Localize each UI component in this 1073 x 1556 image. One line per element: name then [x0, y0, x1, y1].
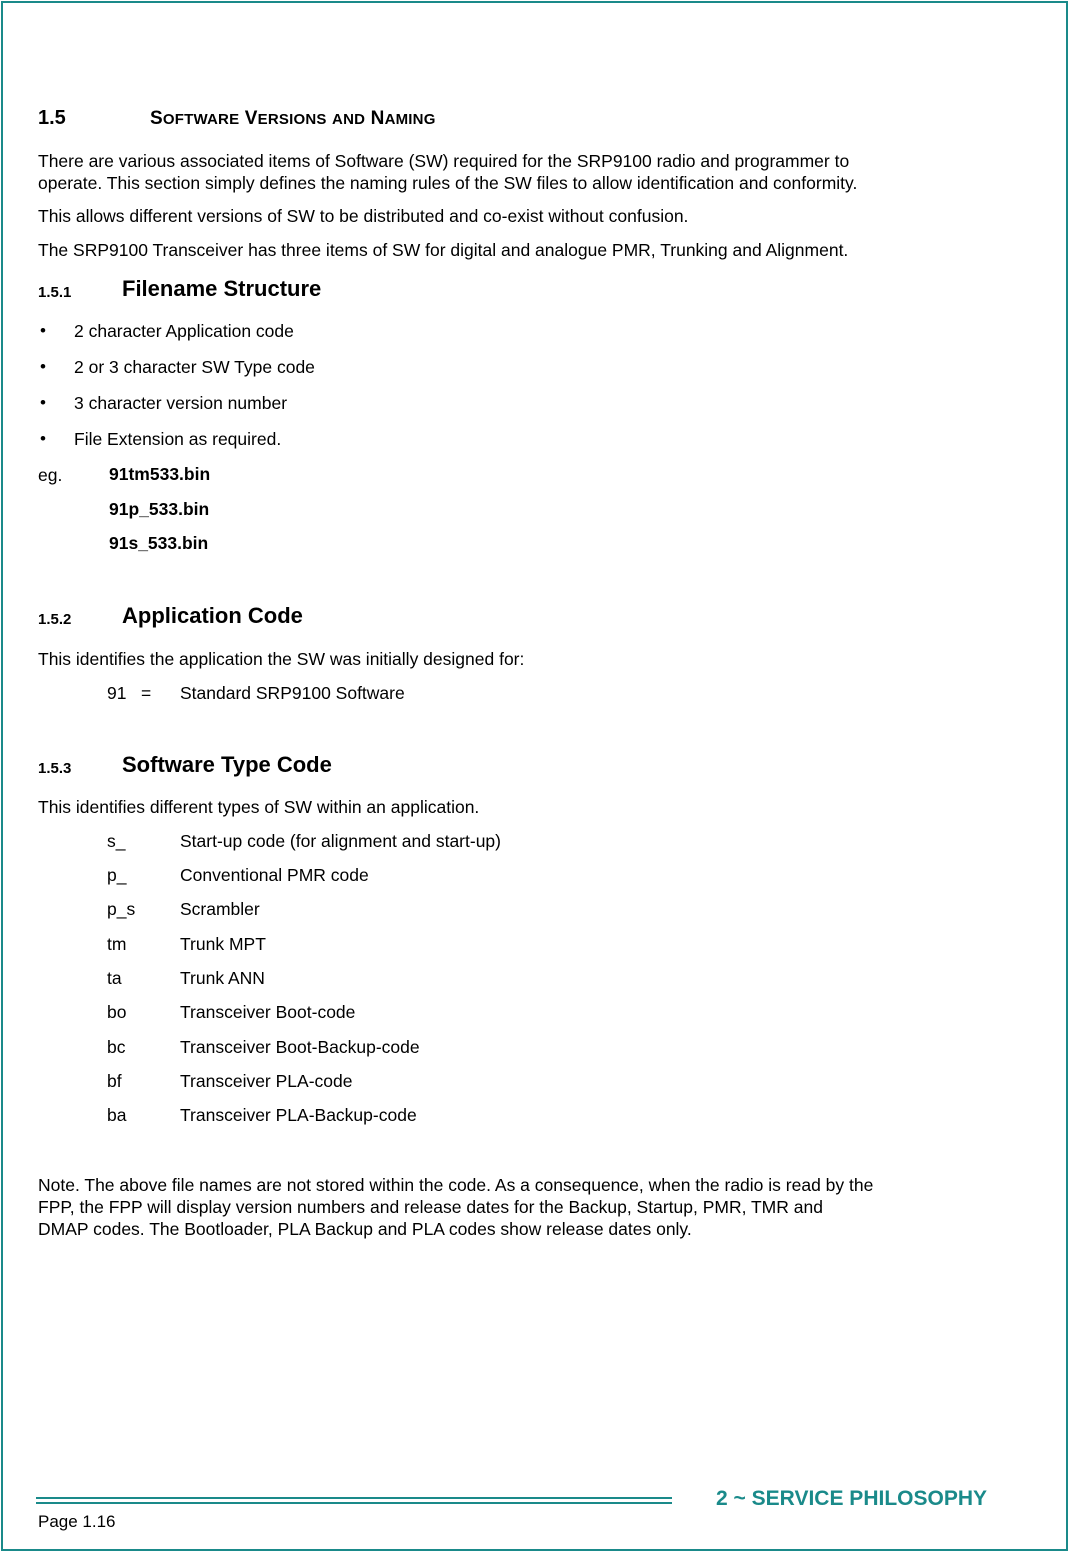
list-item: File Extension as required.	[74, 429, 282, 449]
footer-rule-top	[36, 1497, 672, 1499]
type-code: bc	[107, 1037, 126, 1057]
type-code: bo	[107, 1002, 127, 1022]
bullet-icon: •	[40, 429, 46, 448]
type-code: p_	[107, 865, 127, 885]
intro-paragraph-line-1: There are various associated items of Software (SW) required for the SRP9100 radio and programmer to	[38, 151, 850, 171]
intro-paragraph-3: This allows different versions of SW to be distributed and co-exist without confusion.	[38, 206, 689, 226]
type-code: p_s	[107, 899, 136, 919]
page-number: Page 1.16	[38, 1512, 116, 1531]
type-description: Scrambler	[180, 899, 260, 919]
subsection-title-application-code: Application Code	[122, 603, 303, 628]
title-part-1: SOFTWARE	[150, 108, 240, 129]
application-code-equals: =	[141, 683, 152, 703]
title-part-4: NAMING	[370, 108, 436, 129]
bullet-icon: •	[40, 393, 46, 412]
subsection-number-3: 1.5.3	[38, 760, 72, 777]
example-filename: 91tm533.bin	[109, 464, 211, 484]
bullet-icon: •	[40, 357, 46, 376]
type-description: Conventional PMR code	[180, 865, 369, 885]
list-item: 2 character Application code	[74, 321, 294, 341]
type-description: Trunk MPT	[180, 934, 266, 954]
bullet-icon: •	[40, 321, 46, 340]
section-title	[150, 108, 436, 130]
type-code: s_	[107, 831, 126, 851]
subsection-number-1: 1.5.1	[38, 284, 72, 301]
subsection-title-filename-structure: Filename Structure	[122, 276, 322, 301]
title-part-2: VERSIONS	[244, 108, 327, 129]
subsection-number-2: 1.5.2	[38, 611, 72, 628]
note-line-1: Note. The above file names are not stored within the code. As a consequence, when the radio is read by the	[38, 1175, 874, 1195]
type-code: tm	[107, 934, 127, 954]
intro-paragraph-4: The SRP9100 Transceiver has three items of SW for digital and analogue PMR, Trunking and Alignment.	[38, 240, 849, 260]
application-code-description: Standard SRP9100 Software	[180, 683, 405, 703]
type-description: Transceiver Boot-code	[180, 1002, 356, 1022]
example-filename: 91p_533.bin	[109, 499, 210, 519]
note-line-3: DMAP codes. The Bootloader, PLA Backup and PLA codes show release dates only.	[38, 1219, 692, 1239]
type-description: Start-up code (for alignment and start-up)	[180, 831, 501, 851]
software-type-intro: This identifies different types of SW within an application.	[38, 797, 480, 817]
type-code: ta	[107, 968, 122, 988]
type-code: bf	[107, 1071, 122, 1091]
intro-paragraph-line-2: operate. This section simply defines the naming rules of the SW files to allow identification and conformity.	[38, 173, 858, 193]
section-number: 1.5	[38, 107, 66, 129]
list-item: 3 character version number	[74, 393, 288, 413]
type-description: Transceiver Boot-Backup-code	[180, 1037, 420, 1057]
type-description: Transceiver PLA-Backup-code	[180, 1105, 417, 1125]
footer-rule-bottom	[36, 1502, 672, 1504]
type-description: Transceiver PLA-code	[180, 1071, 353, 1091]
title-part-3: AND	[332, 111, 366, 128]
example-filename: 91s_533.bin	[109, 533, 209, 553]
list-item: 2 or 3 character SW Type code	[74, 357, 315, 377]
note-line-2: FPP, the FPP will display version numbers and release dates for the Backup, Startup, PMR, TMR and	[38, 1197, 823, 1217]
chapter-title: 2 ~ SERVICE PHILOSOPHY	[716, 1487, 987, 1510]
subsection-title-software-type-code: Software Type Code	[122, 752, 332, 777]
application-code-value: 91	[107, 683, 127, 703]
application-code-intro: This identifies the application the SW was initially designed for:	[38, 649, 525, 669]
eg-label: eg.	[38, 465, 63, 485]
type-description: Trunk ANN	[180, 968, 265, 988]
type-code: ba	[107, 1105, 127, 1125]
